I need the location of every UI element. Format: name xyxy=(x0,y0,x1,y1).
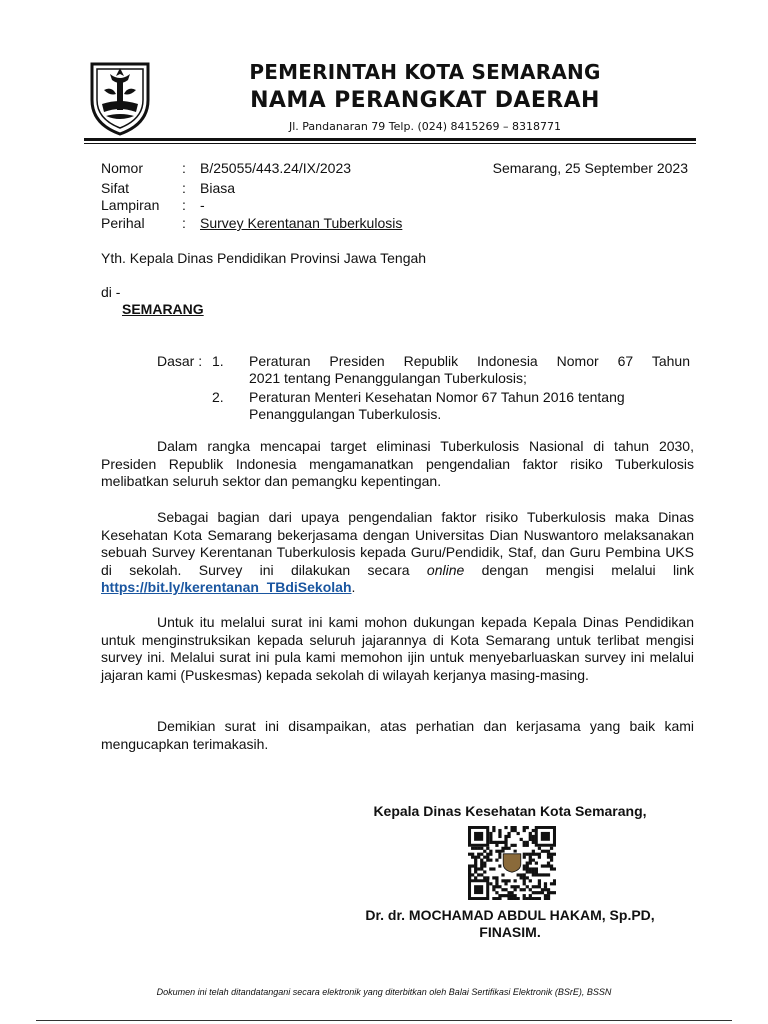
dasar-item-2 xyxy=(249,389,690,423)
body-paragraph-3-text: Untuk itu melalui surat ini kami mohon dukungan kepada Kepala Dinas Pendidikan untuk menginstruksikan kepada seluruh jajarannya di Kota Semarang untuk terlibat mengisi survey ini. Melalui surat ini pula kami memohon ijin untuk menyebarluaskan survey ini melalui jajaran kami (Puskesmas) kepada sekolah di wilayah kerjanya masing-masing. xyxy=(101,614,694,683)
online-emphasis: online xyxy=(426,561,465,578)
dasar-item-2-line2: Penanggulangan Tuberkulosis. xyxy=(249,406,442,422)
lampiran-value: - xyxy=(200,197,205,213)
body-paragraph-1-text: Dalam rangka mencapai target eliminasi Tuberkulosis Nasional di tahun 2030, Presiden Republik Indonesia mengamanatkan pengendalian faktor risiko Tuberkulosis melibatkan seluruh sektor dan pemangku kepentingan. xyxy=(101,438,694,489)
body-paragraph-2-text: Sebagai bagian dari upaya pengendalian faktor risiko Tuberkulosis maka Dinas Kesehatan Kota Semarang bekerjasama dengan Universitas Dian Nuswantoro melaksanakan sebuah Survey Kerentanan Tuberkulosis kepada Guru/Pendidik, Staf, dan Guru Pembina UKS di sekolah. Survey ini dilakukan secara xyxy=(101,509,694,578)
perihal-value: Survey Kerentanan Tuberkulosis xyxy=(200,215,403,231)
body-paragraph-2 xyxy=(101,509,694,597)
lampiran-colon: : xyxy=(182,197,186,213)
letterhead-address: Jl. Pandanaran 79 Telp. (024) 8415269 – 8318771 xyxy=(288,120,561,133)
body-paragraph-1 xyxy=(101,438,694,491)
nomor-label: Nomor xyxy=(101,160,144,176)
letterhead-title: PEMERINTAH KOTA SEMARANG xyxy=(249,60,601,84)
perihal-label: Perihal xyxy=(101,215,145,231)
survey-link[interactable]: https://bit.ly/kerentanan_TBdiSekolah xyxy=(101,579,352,595)
qr-code-icon xyxy=(468,826,556,900)
signature-title: Kepala Dinas Kesehatan Kota Semarang, xyxy=(373,803,647,819)
body-paragraph-2-mid: dengan mengisi melalui link xyxy=(464,561,694,578)
nomor-colon: : xyxy=(182,160,186,176)
dasar-item-1-num: 1. xyxy=(212,353,224,369)
letterhead-subtitle: NAMA PERANGKAT DAERAH xyxy=(250,88,600,113)
recipient-city: SEMARANG xyxy=(122,301,204,317)
signature-name-line1: Dr. dr. MOCHAMAD ABDUL HAKAM, Sp.PD, xyxy=(365,907,655,923)
letterhead-rule-thin xyxy=(84,143,696,144)
body-paragraph-4 xyxy=(101,718,694,753)
dasar-item-1-line2: 2021 tentang Penanggulangan Tuberkulosis; xyxy=(249,370,527,386)
nomor-value: B/25055/443.24/IX/2023 xyxy=(200,160,352,176)
lampiran-label: Lampiran xyxy=(101,197,160,213)
recipient-line: Yth. Kepala Dinas Pendidikan Provinsi Jawa Tengah xyxy=(101,250,427,266)
dasar-item-1-line1: Peraturan Presiden Republik Indonesia Nomor 67 Tahun xyxy=(249,353,690,369)
perihal-colon: : xyxy=(182,215,186,231)
body-paragraph-3 xyxy=(101,614,694,684)
signature-name-line2: FINASIM. xyxy=(479,924,541,940)
recipient-di: di - xyxy=(101,284,121,300)
dasar-item-2-line1: Peraturan Menteri Kesehatan Nomor 67 Tahun 2016 tentang xyxy=(249,389,625,405)
dasar-label: Dasar : xyxy=(157,353,203,369)
body-paragraph-4-text: Demikian surat ini disampaikan, atas perhatian dan kerjasama yang baik kami mengucapkan terimakasih. xyxy=(101,718,694,752)
dasar-item-1 xyxy=(249,353,690,387)
dasar-item-2-num: 2. xyxy=(212,389,224,405)
body-paragraph-2-end: . xyxy=(351,579,356,595)
letterhead-rule-thick xyxy=(84,138,696,141)
semarang-coat-of-arms-icon xyxy=(88,60,152,136)
sifat-value: Biasa xyxy=(200,180,236,196)
footer-note: Dokumen ini telah ditandatangani secara elektronik yang diterbitkan oleh Balai Sertifikasi Elektronik (BSrE), BSSN xyxy=(156,987,612,997)
sifat-colon: : xyxy=(182,180,186,196)
place-date: Semarang, 25 September 2023 xyxy=(492,160,688,176)
sifat-label: Sifat xyxy=(101,180,130,196)
footer-rule xyxy=(36,1020,732,1021)
